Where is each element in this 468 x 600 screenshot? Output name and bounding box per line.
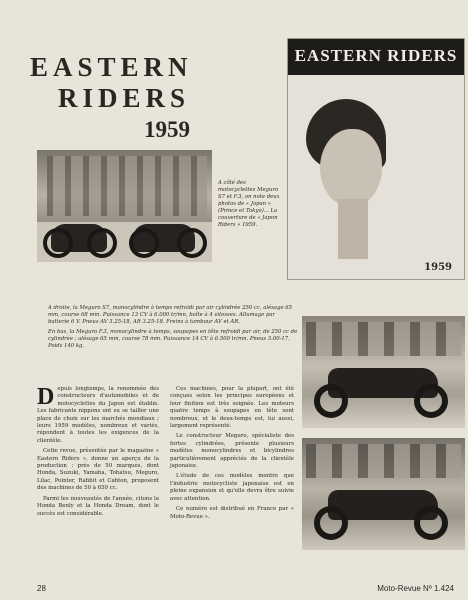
title-line-eastern: EASTERN (30, 52, 193, 82)
title-line-riders: RIDERS (57, 83, 190, 113)
photo-meguro-f3 (302, 438, 465, 550)
cover-year: 1959 (424, 262, 452, 273)
photo-two-motorcycles (37, 150, 212, 262)
title-year: 1959 (144, 117, 190, 142)
drop-cap: D (37, 384, 55, 410)
magazine-footer: Moto-Revue Nº 1.424 (377, 584, 454, 593)
cover-title: EASTERN RIDERS (294, 46, 458, 65)
col2-paragraph: L'étude de ces modèles montre que l'industrie motocycliste japonaise est en pleine expansion et qu'elle devra être suivie avec attention. (170, 473, 294, 502)
caption-meguro-s7: A droite, la Meguro S7, monocylindre à temps refroidi par air cylindrée 250 cc, alésage 65 mm, course 68 mm. Puissance 13 CV à 6.000 tr/mn, boîte à 4 vitesses. Allumage par batterie 6 V. Pneus AV 3.25-18, AR 3.25-18. Freins à tambour AV et AR. (48, 305, 293, 325)
page-number: 28 (37, 584, 46, 593)
col2-paragraph: Ces machines, pour la plupart, ont été conçues selon les principes européens et leur finition est très soignée. Les moteurs quatre temps à soupapes en tête sont nombreux, et le deux-temps est, lui aussi, largement représenté. (170, 386, 294, 430)
cover-caption: A côté des motocyclettes Meguro S7 et F.3, on note deux photos de « Japan » (Prince et Tokyo)... La couverture de « Japon Riders » 1959. (218, 180, 280, 228)
col1-paragraph: epuis longtemps, la renommée des constructeurs d'automobiles et de motocyclettes du Japon est établie. Les fabricants nippons ont su se tailler une place de choix sur les marchés mondiaux ; leurs 1959 modèles, nombreux et variés, répondent à toutes les exigences de la clientèle. (37, 386, 159, 444)
caption-meguro-f3: En bas, la Meguro F.3, monocylindre à temps, soupapes en tête refroidi par air, de 250 cc de cylindrée ; alésage 65 mm, course 78 mm. Puissance 14 CV à 6.500 tr/mn. Pneus 3.00-17. Poids 140 kg. (48, 329, 298, 349)
magazine-cover-photo (287, 38, 465, 280)
photo-meguro-s7 (302, 316, 465, 428)
article-title (30, 52, 193, 144)
article-column-1 (37, 386, 159, 521)
article-column-2 (170, 386, 294, 524)
col1-paragraph: Parmi les nouveautés de l'année, citons la Honda Benly et la Honda Dream, dont le succès est considérable. (37, 495, 159, 517)
col2-paragraph: Le constructeur Meguro, spécialiste des fortes cylindrées, présente plusieurs modèles monocylindres et bicylindres particulièrement appréciés de la clientèle japonaise. (170, 433, 294, 470)
motorcycle-caption (48, 305, 298, 353)
col1-paragraph: Cette revue, présentée par le magazine « Eastern Riders », donne un aperçu de la production : près de 50 marques, dont Honda, Suzuki, Yamaha, Tohatsu, Meguro, Lilac, Pointer, Rabbit et Cabton, proposent des machines de 50 à 650 cc. (37, 448, 159, 492)
col2-paragraph: Ce numéro est distribué en France par « Moto-Revue ». (170, 506, 294, 520)
